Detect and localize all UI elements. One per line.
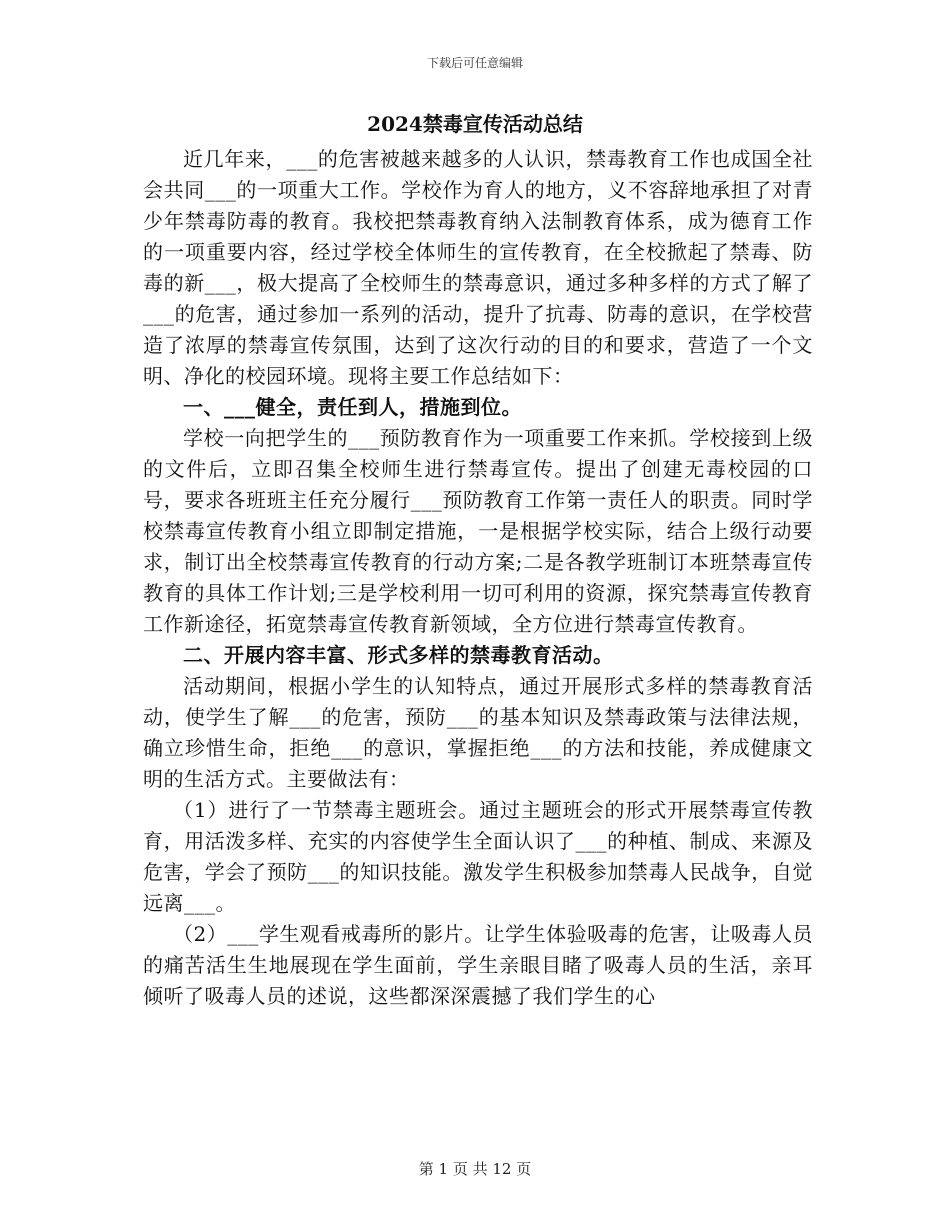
section-1-paragraph: 学校一向把学生的___预防教育作为一项重要工作来抓。学校接到上级的文件后，立即召集全校师生进行禁毒宣传。提出了创建无毒校园的口号，要求各班班主任充分履行___预防教育工作第一责任人的职责。同时学校禁毒宣传教育小组立即制定措施，一是根据学校实际，结合上级行动要求，制订出全校禁毒宣传教育的行动方案;二是各教学班制订本班禁毒宣传教育的具体工作计划;三是学校利用一切可利用的资源，探究禁毒宣传教育工作新途径，拓宽禁毒宣传教育新领域，全方位进行禁毒宣传教育。 [143,426,813,636]
activity-item-1: （1）进行了一节禁毒主题班会。通过主题班会的形式开展禁毒宣传教育，用活泼多样、充实的内容使学生全面认识了___的种植、制成、来源及危害，学会了预防___的知识技能。激发学生积极参加禁毒人民战争，自觉远离___。 [143,798,813,915]
page-header-note: 下载后可任意编辑 [426,56,523,70]
intro-paragraph: 近几年来，___的危害被越来越多的人认识，禁毒教育工作也成国全社会共同___的一项重大工作。学校作为育人的地方，义不容辞地承担了对青少年禁毒防毒的教育。我校把禁毒教育纳入法制教育体系，成为德育工作的一项重要内容，经过学校全体师生的宣传教育，在全校掀起了禁毒、防毒的新___，极大提高了全校师生的禁毒意识，通过多种多样的方式了解了___的危害，通过参加一系列的活动，提升了抗毒、防毒的意识，在学校营造了浓厚的禁毒宣传氛围，达到了这次行动的目的和要求，营造了一个文明、净化的校园环境。现将主要工作总结如下： [143,147,813,388]
activity-item-2: （2）___学生观看戒毒所的影片。让学生体验吸毒的危害，让吸毒人员的痛苦活生生地展现在学生面前，学生亲眼目睹了吸毒人员的生活，亲耳倾听了吸毒人员的述说，这些都深深震撼了我们学生的心 [143,922,813,1008]
section-2-paragraph: 活动期间，根据小学生的认知特点，通过开展形式多样的禁毒教育活动，使学生了解___的危害，预防___的基本知识及禁毒政策与法律法规，确立珍惜生命，拒绝___的意识，掌握拒绝___的方法和技能，养成健康文明的生活方式。主要做法有： [143,674,813,791]
page-number-footer: 第 1 页 共 12 页 [418,1160,532,1178]
section-heading-1: 一、___健全，责任到人，措施到位。 [183,395,522,419]
section-heading-2: 二、开展内容丰富、形式多样的禁毒教育活动。 [183,643,614,667]
document-body [143,144,813,1012]
document-title: 2024禁毒宣传活动总结 [367,112,583,136]
